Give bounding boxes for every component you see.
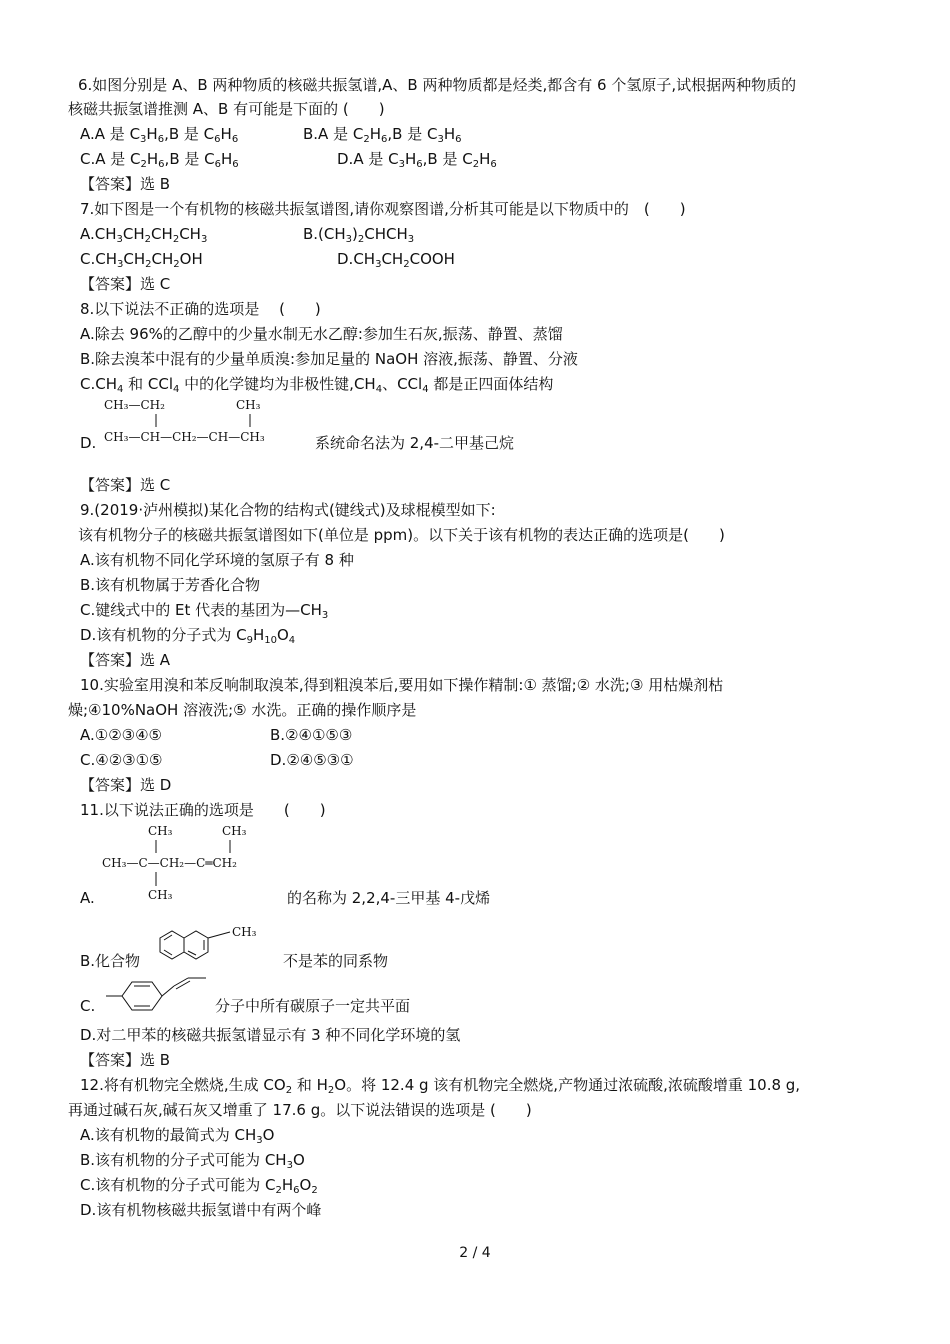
q11-option-a-text: 的名称为 2,2,4-三甲基 4-戊烯 xyxy=(287,889,491,907)
q6-option-c: C.A 是 $C_2H_6,B$ 是 $C_6H_6$ xyxy=(80,150,239,170)
q11-formula-main-chain: CH₃—C—CH₂—C═CH₂ xyxy=(102,856,237,870)
q8-option-d-text: 系统命名法为 2,4-二甲基己烷 xyxy=(315,434,515,452)
q9-answer: 【答案】选 A xyxy=(80,651,171,669)
q11-option-c-text: 分子中所有碳原子一定共平面 xyxy=(215,997,411,1015)
q12-option-d: D.该有机物核磁共振氢谱中有两个峰 xyxy=(80,1201,322,1219)
q8-option-c: $C.CH_4$ 和 CCl$_4$ 中的化学键均为非极性键$,CH_4$、CCl$_4$ 都是正四面体结构 xyxy=(80,375,554,395)
q12-stem-line1: 12.将有机物完全燃烧,生成 $CO_2$ 和 $H_2O$。将 12.4 g 该有机物完全燃烧,产物通过浓硫酸,浓硫酸增重 10.8 g, xyxy=(80,1076,801,1096)
q7-option-b: $B.(CH_3)_2CHCH_3$ xyxy=(303,225,415,245)
q8-answer: 【答案】选 C xyxy=(80,476,171,494)
q12-option-a: A.该有机物的最简式为 $CH_3O$ xyxy=(80,1126,275,1146)
q9-stem: 9.(2019·泸州模拟)某化合物的结构式(键线式)及球棍模型如下: xyxy=(80,501,496,519)
q11-option-c-label: C. xyxy=(80,997,96,1015)
q11-formula-ch3-top-2: CH₃ xyxy=(222,824,247,838)
q6-stem-line2: 核磁共振氢谱推测 A、B 有可能是下面的 ( ) xyxy=(68,100,385,118)
q11-stem: 11.以下说法正确的选项是 ( ) xyxy=(80,801,326,819)
q9-option-c: C.键线式中的 Et 代表的基团为$—CH_3$ xyxy=(80,601,329,621)
q7-option-c: $C.CH_3CH_2CH_2OH$ xyxy=(80,250,203,270)
q12-stem-line2: 再通过碱石灰,碱石灰又增重了 17.6 g。以下说法错误的选项是 ( ) xyxy=(68,1101,532,1119)
q11-option-c-structure xyxy=(104,974,214,1018)
q6-option-b: B.A 是 $C_2H_6,B$ 是 $C_3H_6$ xyxy=(303,125,462,145)
q11-formula-ch3-top-1: CH₃ xyxy=(148,824,173,838)
q10-option-d: D.②④⑤③① xyxy=(270,751,354,769)
q10-option-b: B.②④①⑤③ xyxy=(270,726,353,744)
q7-stem: 7.如下图是一个有机物的核磁共振氢谱图,请你观察图谱,分析其可能是以下物质中的 ( ) xyxy=(80,200,686,218)
q8-formula-top-left: CH₃—CH₂ xyxy=(104,398,165,412)
q11-formula-ch3-bottom: CH₃ xyxy=(148,888,173,902)
q7-option-a: $A.CH_3CH_2CH_2CH_3$ xyxy=(80,225,208,245)
q8-option-b: B.除去溴苯中混有的少量单质溴:参加足量的 NaOH 溶液,振荡、静置、分液 xyxy=(80,350,578,368)
q8-structural-formula xyxy=(100,396,310,452)
page-number: 2 / 4 xyxy=(459,1245,491,1261)
q8-formula-main-chain: CH₃—CH—CH₂—CH—CH₃ xyxy=(104,430,265,444)
q11-option-b-naphthalene-structure xyxy=(150,918,280,970)
q9-option-b: B.该有机物属于芳香化合物 xyxy=(80,576,261,594)
q10-option-c: C.④②③①⑤ xyxy=(80,751,163,769)
q7-answer: 【答案】选 C xyxy=(80,275,171,293)
q6-option-d: D.A 是 $C_3H_6,B$ 是 $C_2H_6$ xyxy=(337,150,497,170)
q11-option-a-structural-formula xyxy=(98,822,288,904)
q9-stem-2: 该有机物分子的核磁共振氢谱图如下(单位是 ppm)。以下关于该有机物的表达正确的选项是( ) xyxy=(78,526,725,544)
q11-option-b-methyl-label: CH₃ xyxy=(232,925,257,939)
q11-option-b-text: 不是苯的同系物 xyxy=(283,952,389,970)
q8-option-a: A.除去 96%的乙醇中的少量水制无水乙醇:参加生石灰,振荡、静置、蒸馏 xyxy=(80,325,563,343)
q6-stem-line1: 6.如图分别是 A、B 两种物质的核磁共振氢谱,A、B 两种物质都是烃类,都含有 6 个氢原子,试根据两种物质的 xyxy=(78,76,797,94)
q9-option-d: D.该有机物的分子式为 $C_9H_{10}O_4$ xyxy=(80,626,296,646)
q7-option-d: $D.CH_3CH_2COOH$ xyxy=(337,250,455,270)
q9-option-a: A.该有机物不同化学环境的氢原子有 8 种 xyxy=(80,551,354,569)
q6-answer: 【答案】选 B xyxy=(80,175,171,193)
q12-option-b: B.该有机物的分子式可能为 $CH_3O$ xyxy=(80,1151,305,1171)
q10-stem-line2: 燥;④10%NaOH 溶液洗;⑤ 水洗。正确的操作顺序是 xyxy=(68,701,417,719)
q10-answer: 【答案】选 D xyxy=(80,776,172,794)
q12-option-c: C.该有机物的分子式可能为 $C_2H_6O_2$ xyxy=(80,1176,318,1196)
q11-option-d: D.对二甲苯的核磁共振氢谱显示有 3 种不同化学环境的氢 xyxy=(80,1026,461,1044)
q10-option-a: A.①②③④⑤ xyxy=(80,726,163,744)
q8-option-d-label: D. xyxy=(80,434,97,452)
q8-formula-top-right: CH₃ xyxy=(236,398,261,412)
q8-stem: 8.以下说法不正确的选项是 ( ) xyxy=(80,300,321,318)
q10-stem-line1: 10.实验室用溴和苯反响制取溴苯,得到粗溴苯后,要用如下操作精制:① 蒸馏;② 水洗;③ 用枯燥剂枯 xyxy=(80,676,724,694)
q11-answer: 【答案】选 B xyxy=(80,1051,171,1069)
q11-option-a-label: A. xyxy=(80,889,95,907)
q11-option-b-label: B.化合物 xyxy=(80,952,141,970)
q6-option-a: A.A 是 $C_3H_6,B$ 是 $C_6H_6$ xyxy=(80,125,239,145)
